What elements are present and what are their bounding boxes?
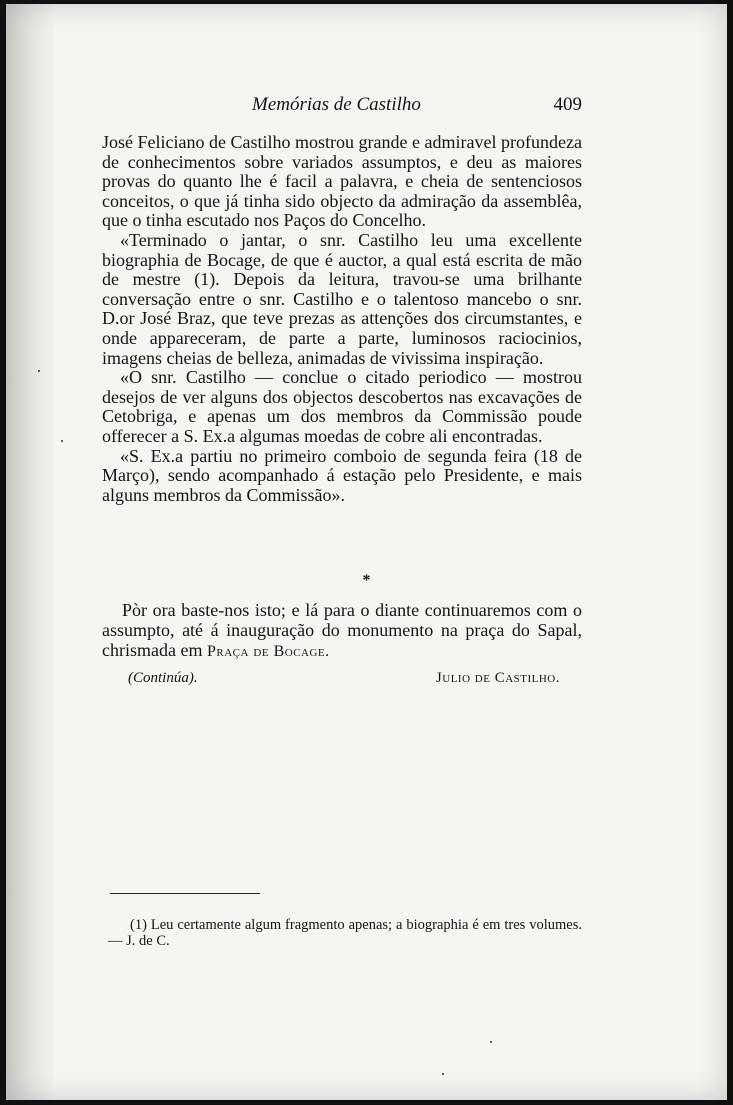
page-shadow-edge: [6, 4, 54, 1100]
place-name: Praça de Bocage.: [206, 643, 330, 660]
closing-paragraph: [102, 600, 582, 662]
paper-speck: [61, 440, 63, 442]
footnote-rule: [110, 893, 260, 894]
running-header: [102, 94, 582, 118]
signoff: [128, 670, 582, 692]
paragraph: «Terminado o jantar, o snr. Castilho leu uma excellente biographia de Bocage, de que é auctor, a qual está escrita de mão de mestre (1). Depois da leitura, travou-se uma brilhante conversação entre o snr. Castilho e o talentoso mancebo o snr. D.or José Braz, que teve prezas as attenções dos circumstantes, e onde appareceram, de parte a parte, luminosos raciocinios, imagens cheias de belleza, animadas de vivissima inspiração.: [102, 229, 582, 368]
footnote: [108, 917, 582, 949]
paper-speck: [38, 370, 40, 372]
author-signature: Julio de Castilho.: [435, 670, 560, 686]
paper-speck: [442, 1073, 444, 1075]
paragraph: José Feliciano de Castilho mostrou grande e admiravel profundeza de conhecimentos sobre variados assumptos, e deu as maiores provas do quanto lhe é facil a palavra, e cheia de sentenciosos conceitos, o que já tinha sido objecto da admiração da assemblêa, que o tinha escutado nos Paços do Concelho.: [102, 132, 582, 231]
running-title: Memórias de Castilho: [252, 94, 421, 115]
section-separator: *: [362, 572, 371, 589]
paragraph: «O snr. Castilho — conclue o citado periodico — mostrou desejos de ver alguns dos objectos descobertos nas excavações de Cetobriga, e apenas um dos membros da Commissão poude offerecer a S. Ex.a algumas moedas de cobre ali encontradas.: [102, 367, 582, 446]
paper-speck: [490, 1041, 492, 1043]
closing-text: Pòr ora baste-nos isto; e lá para o diante continuaremos com o assumpto, até á inauguração do monumento na praça do Sapal, chrismada em: [102, 600, 582, 660]
page-number: 409: [553, 94, 582, 115]
body-text: [102, 133, 582, 505]
book-page: [6, 4, 727, 1100]
footnote-text: (1) Leu certamente algum fragmento apenas; a biographia é em tres volumes. — J. de C.: [108, 917, 582, 949]
paragraph: «S. Ex.a partiu no primeiro comboio de segunda feira (18 de Março), sendo acompanhado á estação pelo Presidente, e mais alguns membros da Commissão».: [102, 445, 582, 505]
continua-note: (Continúa).: [128, 670, 198, 686]
